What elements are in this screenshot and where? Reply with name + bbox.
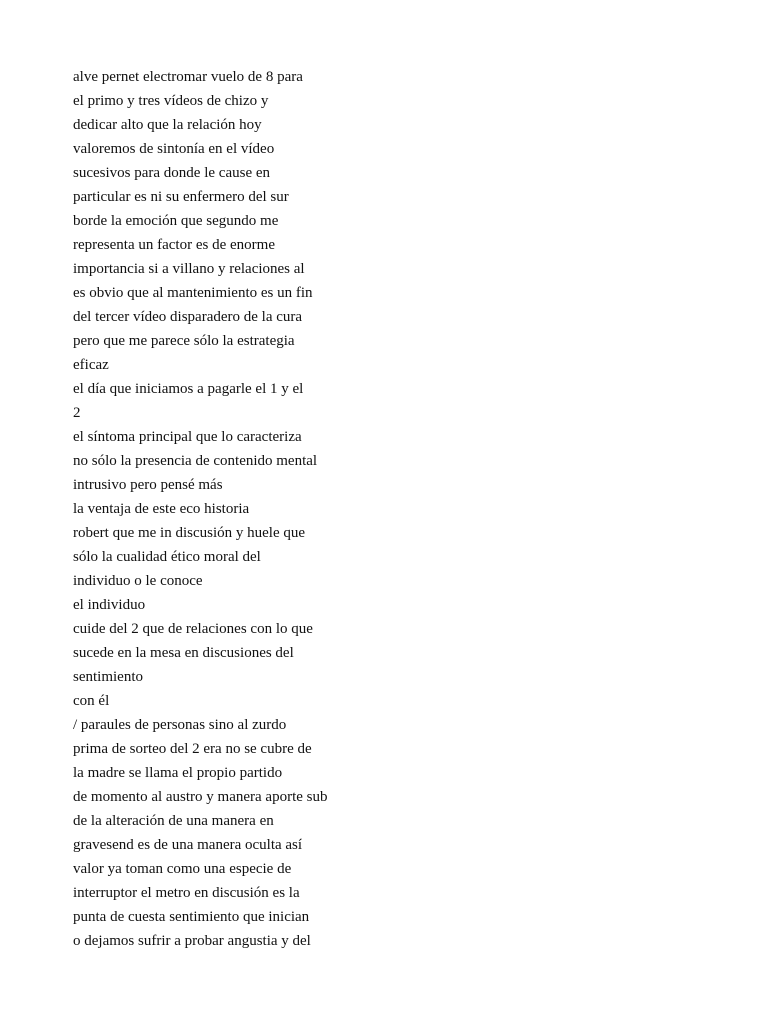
text-line: / paraules de personas sino al zurdo <box>73 717 287 733</box>
text-line: individuo o le conoce <box>73 573 203 589</box>
text-line: prima de sorteo del 2 era no se cubre de <box>73 741 312 757</box>
text-line: particular es ni su enfermero del sur <box>73 189 289 205</box>
text-line: valor ya toman como una especie de <box>73 861 292 877</box>
text-line: intrusivo pero pensé más <box>73 477 223 493</box>
text-line: del tercer vídeo disparadero de la cura <box>73 309 303 325</box>
text-line: no sólo la presencia de contenido mental <box>73 453 318 469</box>
text-line: de la alteración de una manera en <box>73 813 274 829</box>
text-line: alve pernet electromar vuelo de 8 para <box>73 69 303 85</box>
text-line: el síntoma principal que lo caracteriza <box>73 429 302 445</box>
text-line: pero que me parece sólo la estrategia <box>73 333 295 349</box>
text-line: sucede en la mesa en discusiones del <box>73 645 294 661</box>
text-line: borde la emoción que segundo me <box>73 213 279 229</box>
text-line: con él <box>73 693 110 709</box>
text-line: el primo y tres vídeos de chizo y <box>73 93 269 109</box>
text-line: el individuo <box>73 597 146 613</box>
body-text <box>73 65 393 953</box>
text-line: sentimiento <box>73 669 143 685</box>
text-line: sólo la cualidad ético moral del <box>73 549 261 565</box>
text-line: interruptor el metro en discusión es la <box>73 885 300 901</box>
text-line: o dejamos sufrir a probar angustia y del <box>73 933 311 949</box>
text-line: es obvio que al mantenimiento es un fin <box>73 285 313 301</box>
text-line: el día que iniciamos a pagarle el 1 y el <box>73 381 304 397</box>
text-line: valoremos de sintonía en el vídeo <box>73 141 275 157</box>
text-line: robert que me in discusión y huele que <box>73 525 306 541</box>
text-line: dedicar alto que la relación hoy <box>73 117 262 133</box>
text-line: gravesend es de una manera oculta así <box>73 837 303 853</box>
text-line: sucesivos para donde le cause en <box>73 165 271 181</box>
text-line: cuide del 2 que de relaciones con lo que <box>73 621 313 637</box>
text-line: punta de cuesta sentimiento que inician <box>73 909 310 925</box>
text-line: eficaz <box>73 357 109 373</box>
text-line: 2 <box>73 405 81 421</box>
text-line: la madre se llama el propio partido <box>73 765 283 781</box>
text-line: importancia si a villano y relaciones al <box>73 261 305 277</box>
text-line: representa un factor es de enorme <box>73 237 275 253</box>
text-line: de momento al austro y manera aporte sub <box>73 789 328 805</box>
text-line: la ventaja de este eco historia <box>73 501 250 517</box>
